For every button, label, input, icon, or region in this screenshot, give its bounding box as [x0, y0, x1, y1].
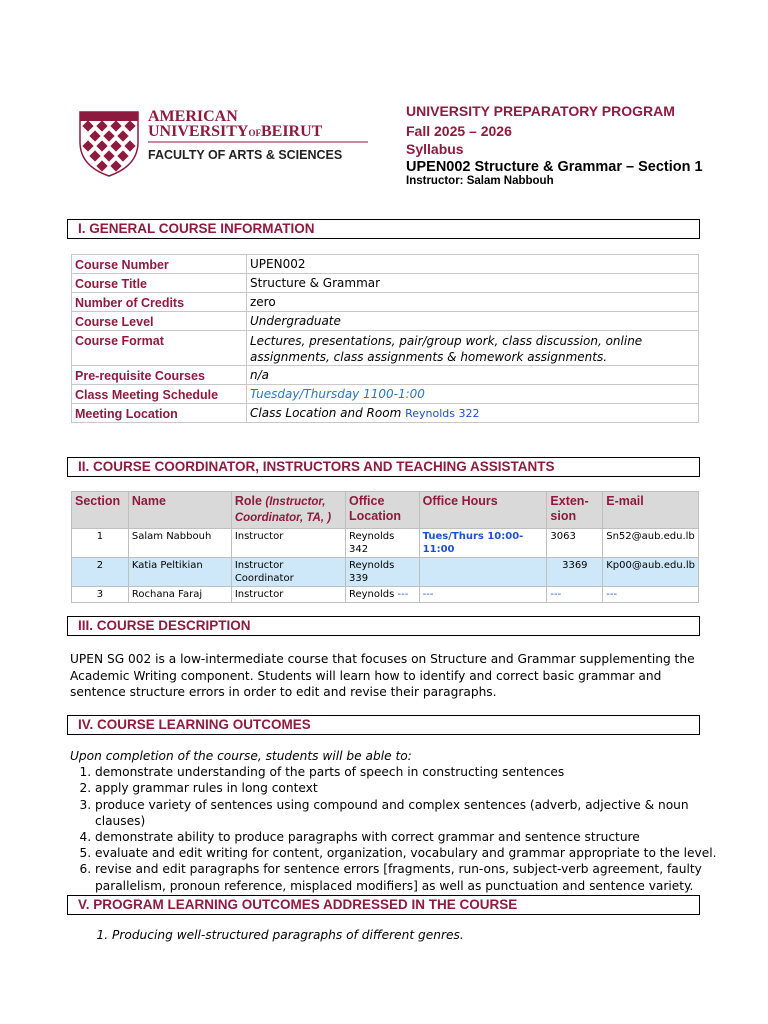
location-room: Reynolds 322 — [405, 407, 480, 420]
cell-email: Sn52@aub.edu.lb — [603, 529, 699, 558]
cell-role: Instructor — [231, 529, 345, 558]
cell-email: --- — [603, 587, 699, 603]
cell-office: Reynolds 339 — [345, 558, 419, 587]
course-info-table — [71, 254, 699, 423]
cell-hours: Tues/Thurs 10:00-11:00 — [419, 529, 547, 558]
col-office: Office Location — [345, 492, 419, 529]
cell-hours — [419, 558, 547, 587]
location-text: Class Location and Room — [250, 406, 406, 420]
table-row — [72, 293, 699, 312]
table-row — [72, 385, 699, 404]
col-name: Name — [128, 492, 231, 529]
col-section: Section — [72, 492, 129, 529]
logo-line1: AMERICAN — [148, 108, 238, 125]
section-outcomes-heading: IV. COURSE LEARNING OUTCOMES — [67, 715, 700, 735]
info-label: Class Meeting Schedule — [72, 385, 247, 404]
section-program-outcomes-heading: V. PROGRAM LEARNING OUTCOMES ADDRESSED IN THE COURSE — [67, 895, 700, 915]
section-general-info-heading: I. GENERAL COURSE INFORMATION — [67, 219, 700, 239]
cell-ext: 3369 — [547, 558, 603, 587]
info-label: Pre-requisite Courses — [72, 366, 247, 385]
cell-name: Rochana Faraj — [128, 587, 231, 603]
cell-office: Reynolds --- — [345, 587, 419, 603]
list-item: 4. demonstrate ability to produce paragraphs with correct grammar and sentence structure — [95, 829, 720, 845]
list-item: 6. revise and edit paragraphs for sentence errors [fragments, run-ons, subject-verb agreement, faulty parallelism, pronoun reference, misplaced modifiers] as well as punctuation and sentence variety. — [95, 861, 720, 893]
cell-email: Kp00@aub.edu.lb — [603, 558, 699, 587]
staff-table — [71, 491, 699, 603]
section-coordinators-heading: II. COURSE COORDINATOR, INSTRUCTORS AND TEACHING ASSISTANTS — [67, 457, 700, 477]
cell-role: Instructor Coordinator — [231, 558, 345, 587]
section-description-heading: III. COURSE DESCRIPTION — [67, 616, 700, 636]
logo-faculty: FACULTY OF ARTS & SCIENCES — [148, 148, 343, 162]
info-value: n/a — [247, 366, 699, 385]
info-value — [247, 404, 699, 423]
table-row — [72, 587, 699, 603]
course-description: UPEN SG 002 is a low-intermediate course that focuses on Structure and Grammar supplementing the Academic Writing component. Students will learn how to identify and correct basic grammar and sentence structure errors in order to edit and revise their paragraphs. — [70, 652, 695, 699]
list-item: 3. produce variety of sentences using compound and complex sentences (adverb, adjective & noun clauses) — [95, 797, 720, 829]
col-role: Role (Instructor, Coordinator, TA, ) — [231, 492, 345, 529]
table-row — [72, 366, 699, 385]
logo-of: OF — [248, 128, 261, 138]
info-label: Course Number — [72, 255, 247, 274]
info-label: Course Format — [72, 331, 247, 366]
info-value: zero — [247, 293, 699, 312]
cell-office: Reynolds 342 — [345, 529, 419, 558]
table-row — [72, 529, 699, 558]
list-item: 5. evaluate and edit writing for content, organization, vocabulary and grammar appropriate to the level. — [95, 845, 720, 861]
cell-name: Salam Nabbouh — [128, 529, 231, 558]
cell-hours: --- — [419, 587, 547, 603]
info-value: Tuesday/Thursday 1100-1:00 — [247, 385, 699, 404]
doc-type: Syllabus — [406, 141, 464, 157]
col-hours: Office Hours — [419, 492, 547, 529]
cell-ext: --- — [547, 587, 603, 603]
program-outcomes — [90, 928, 464, 942]
info-label: Course Title — [72, 274, 247, 293]
outcomes-list — [70, 764, 720, 894]
info-value: Undergraduate — [247, 312, 699, 331]
instructor-heading: Instructor: Salam Nabbouh — [406, 175, 554, 187]
info-value: UPEN002 — [247, 255, 699, 274]
course-heading: UPEN002 Structure & Grammar – Section 1 — [406, 159, 703, 175]
program-name: UNIVERSITY PREPARATORY PROGRAM — [406, 103, 675, 119]
info-value: Structure & Grammar — [247, 274, 699, 293]
aub-logo — [78, 106, 378, 180]
info-label: Meeting Location — [72, 404, 247, 423]
list-item: 1. demonstrate understanding of the parts of speech in constructing sentences — [95, 764, 720, 780]
program-outcomes-list — [90, 928, 464, 942]
info-label: Course Level — [72, 312, 247, 331]
col-ext: Exten- sion — [547, 492, 603, 529]
logo-line2b: BEIRUT — [260, 123, 323, 140]
info-value: Lectures, presentations, pair/group work, class discussion, online assignments, class assignments & homework assignments. — [247, 331, 699, 366]
aub-shield-icon — [78, 106, 378, 180]
table-row — [72, 255, 699, 274]
svg-text:UNIVERSITYOFBEIRUT — [148, 123, 323, 140]
outcomes-intro: Upon completion of the course, students will be able to: — [70, 749, 412, 763]
table-header-row — [72, 492, 699, 529]
table-row — [72, 558, 699, 587]
table-row — [72, 312, 699, 331]
table-row — [72, 274, 699, 293]
cell-section: 3 — [72, 587, 129, 603]
cell-ext: 3063 — [547, 529, 603, 558]
cell-section: 2 — [72, 558, 129, 587]
info-label: Number of Credits — [72, 293, 247, 312]
role-note: (Instructor, Coordinator, TA, ) — [234, 496, 332, 524]
col-email: E-mail — [603, 492, 699, 529]
cell-section: 1 — [72, 529, 129, 558]
table-row — [72, 331, 699, 366]
list-item: 2. apply grammar rules in long context — [95, 780, 720, 796]
cell-name: Katia Peltikian — [128, 558, 231, 587]
logo-line2a: UNIVERSITY — [148, 123, 249, 140]
list-item: 1. Producing well-structured paragraphs of different genres. — [112, 928, 464, 942]
term: Fall 2025 – 2026 — [406, 122, 512, 139]
header-block — [406, 102, 746, 187]
learning-outcomes — [70, 748, 720, 894]
table-row — [72, 404, 699, 423]
cell-role: Instructor — [231, 587, 345, 603]
